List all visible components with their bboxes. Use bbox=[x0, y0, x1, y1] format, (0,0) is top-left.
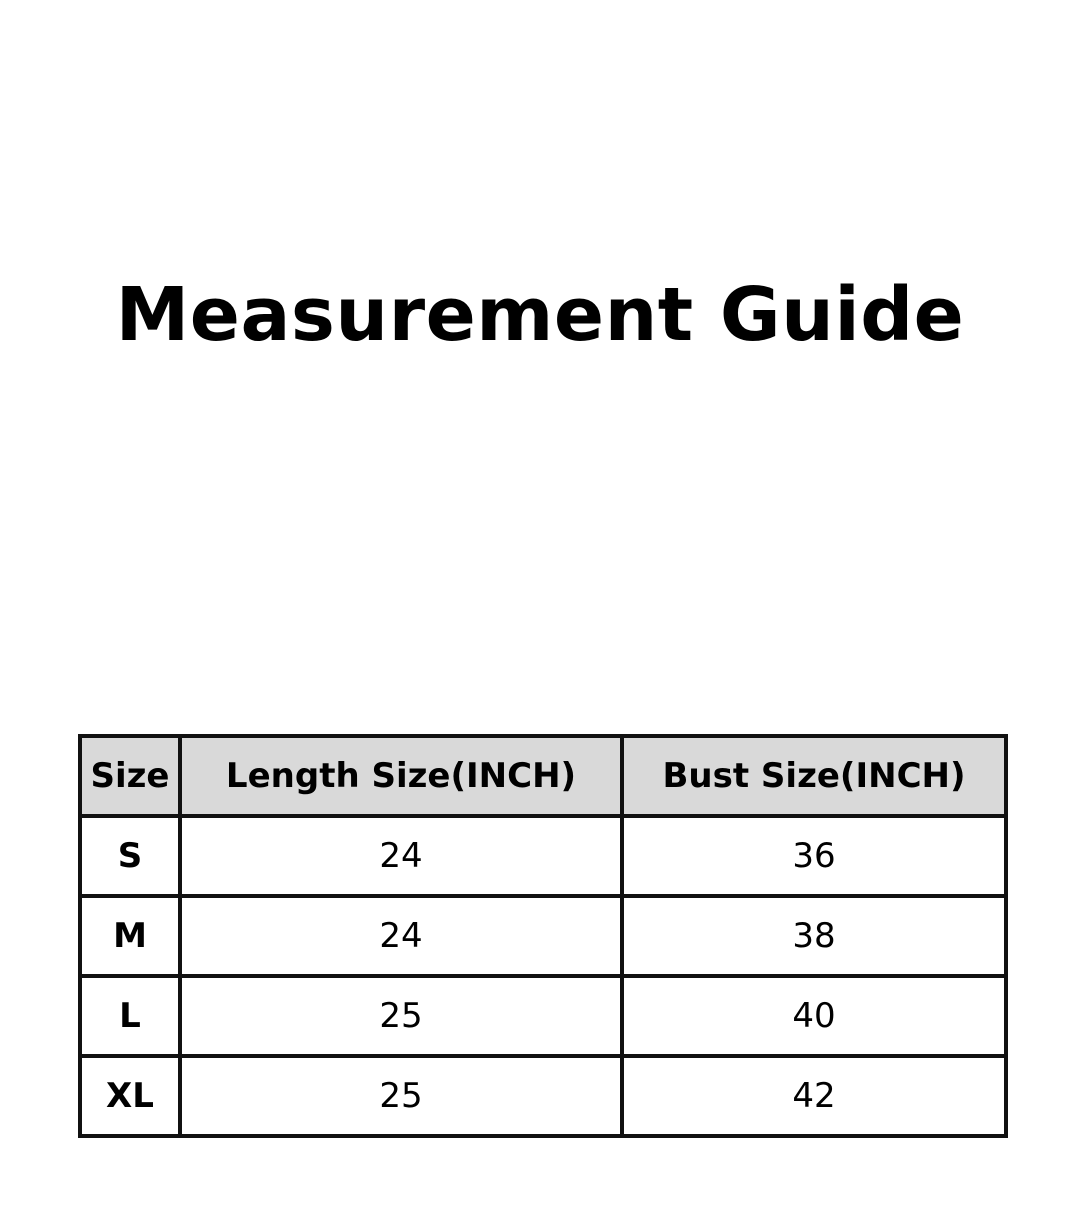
table-header-row bbox=[80, 736, 1006, 816]
table-row bbox=[80, 816, 1006, 896]
page-title: Measurement Guide bbox=[115, 272, 965, 358]
bust-cell: 40 bbox=[622, 976, 1006, 1056]
length-cell: 25 bbox=[180, 1056, 622, 1136]
table-row bbox=[80, 976, 1006, 1056]
bust-cell: 36 bbox=[622, 816, 1006, 896]
length-cell: 25 bbox=[180, 976, 622, 1056]
bust-cell: 38 bbox=[622, 896, 1006, 976]
length-cell: 24 bbox=[180, 896, 622, 976]
table-row bbox=[80, 1056, 1006, 1136]
header-size: Size bbox=[80, 736, 180, 816]
size-cell: S bbox=[80, 816, 180, 896]
size-cell: L bbox=[80, 976, 180, 1056]
length-cell: 24 bbox=[180, 816, 622, 896]
measurement-table bbox=[78, 734, 1008, 1138]
size-cell: XL bbox=[80, 1056, 180, 1136]
bust-cell: 42 bbox=[622, 1056, 1006, 1136]
table-row bbox=[80, 896, 1006, 976]
header-bust-size: Bust Size(INCH) bbox=[622, 736, 1006, 816]
size-cell: M bbox=[80, 896, 180, 976]
header-length-size: Length Size(INCH) bbox=[180, 736, 622, 816]
